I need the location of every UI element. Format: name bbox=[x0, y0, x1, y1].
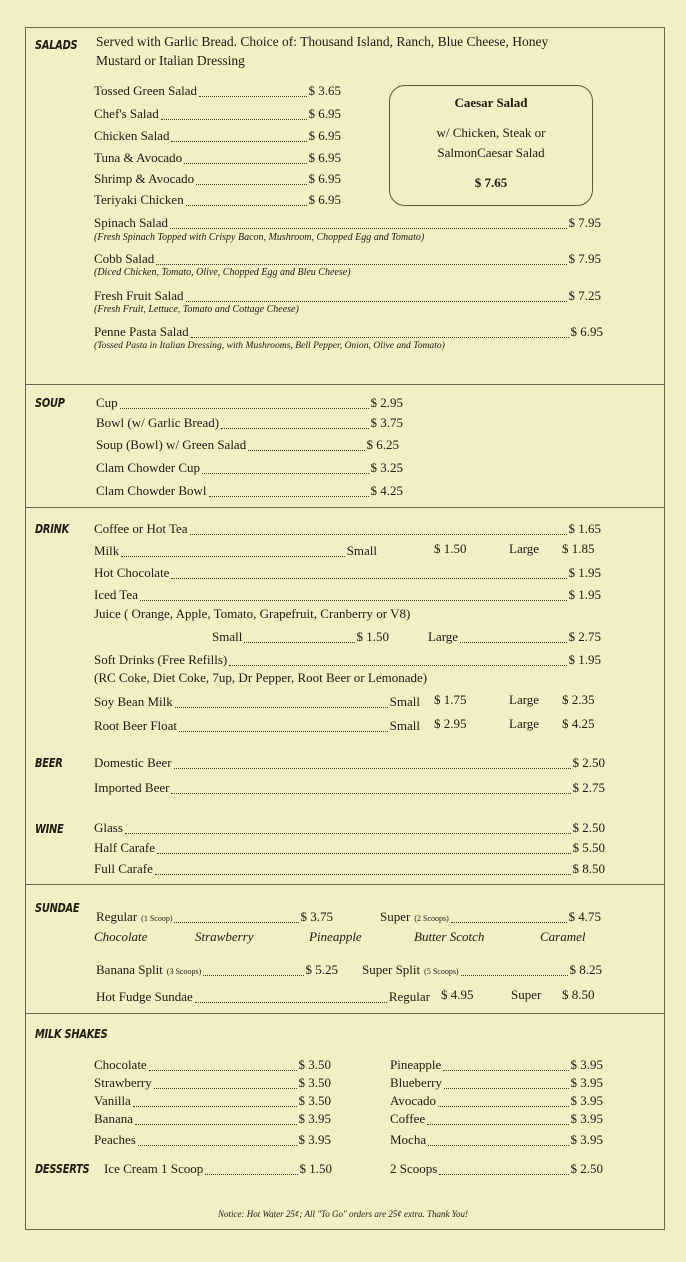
menu-item: Chocolate $ 3.50 bbox=[94, 1057, 331, 1072]
menu-item: Penne Pasta Salad $ 6.95 bbox=[94, 324, 603, 339]
menu-item: Regular (1 Scoop) $ 3.75 bbox=[96, 909, 333, 924]
large-label: Large bbox=[509, 541, 540, 556]
item-description: (Diced Chicken, Tomato, Olive, Chopped Egg and Bleu Cheese) bbox=[94, 267, 351, 278]
soup-heading: SOUP bbox=[35, 396, 65, 410]
menu-item: Large $ 2.75 bbox=[428, 629, 601, 644]
drink-heading: DRINK bbox=[35, 522, 70, 536]
flavor: Chocolate bbox=[94, 929, 148, 944]
caesar-salad-box bbox=[389, 85, 593, 206]
menu-item: Tossed Green Salad $ 3.65 bbox=[94, 83, 341, 98]
caesar-title: Caesar Salad bbox=[454, 95, 528, 110]
menu-item: Imported Beer $ 2.75 bbox=[94, 780, 605, 795]
menu-item: Super Split (5 Scoops) $ 8.25 bbox=[362, 962, 602, 977]
menu-item: Clam Chowder Bowl $ 4.25 bbox=[96, 483, 403, 498]
menu-item: Full Carafe $ 8.50 bbox=[94, 861, 605, 876]
small-price: $ 1.75 bbox=[434, 692, 467, 707]
menu-item: Vanilla $ 3.50 bbox=[94, 1093, 331, 1108]
caesar-price: $ 7.65 bbox=[474, 175, 508, 190]
notice-text: Notice: Hot Water 25¢; All "To Go" orders are 25¢ extra. Thank You! bbox=[218, 1209, 468, 1219]
menu-item: Coffee $ 3.95 bbox=[390, 1111, 603, 1126]
section-divider bbox=[25, 884, 665, 885]
large-price: $ 1.85 bbox=[562, 541, 595, 556]
large-label: Large bbox=[509, 716, 540, 731]
menu-item: Hot Fudge Sundae Regular bbox=[96, 989, 430, 1004]
menu-item: Fresh Fruit Salad $ 7.25 bbox=[94, 288, 601, 303]
item-description: (RC Coke, Diet Coke, 7up, Dr Pepper, Root Beer or Lemonade) bbox=[94, 670, 428, 685]
menu-item: Soft Drinks (Free Refills) $ 1.95 bbox=[94, 652, 601, 667]
item-description: (Fresh Fruit, Lettuce, Tomato and Cottage Cheese) bbox=[94, 304, 299, 315]
menu-item: Pineapple $ 3.95 bbox=[390, 1057, 603, 1072]
menu-item: Teriyaki Chicken $ 6.95 bbox=[94, 192, 341, 207]
menu-item: Ice Cream 1 Scoop $ 1.50 bbox=[104, 1161, 332, 1176]
menu-item: Chicken Salad $ 6.95 bbox=[94, 128, 341, 143]
menu-item: Juice ( Orange, Apple, Tomato, Grapefruit, Cranberry or V8) bbox=[94, 606, 411, 621]
menu-item: Cobb Salad $ 7.95 bbox=[94, 251, 601, 266]
caesar-line: SalmonCaesar Salad bbox=[437, 145, 545, 160]
menu-item: Chef's Salad $ 6.95 bbox=[94, 106, 341, 121]
section-divider bbox=[25, 1013, 665, 1014]
flavor: Butter Scotch bbox=[414, 929, 485, 944]
section-divider bbox=[25, 507, 665, 508]
menu-item: Bowl (w/ Garlic Bread) $ 3.75 bbox=[96, 415, 403, 430]
section-divider bbox=[25, 384, 665, 385]
salads-intro: Served with Garlic Bread. Choice of: Thousand Island, Ranch, Blue Cheese, Honey Mustard or Italian Dressing bbox=[96, 34, 549, 68]
caesar-line: w/ Chicken, Steak or bbox=[436, 125, 546, 140]
regular-price: $ 4.95 bbox=[441, 987, 474, 1002]
menu-item: Half Carafe $ 5.50 bbox=[94, 840, 605, 855]
large-price: $ 4.25 bbox=[562, 716, 595, 731]
wine-heading: WINE bbox=[35, 822, 64, 836]
flavor: Strawberry bbox=[195, 929, 254, 944]
small-price: $ 1.50 bbox=[434, 541, 467, 556]
small-price: $ 2.95 bbox=[434, 716, 467, 731]
menu-item: Banana Split (3 Scoops) $ 5.25 bbox=[96, 962, 338, 977]
menu-item: Domestic Beer $ 2.50 bbox=[94, 755, 605, 770]
desserts-heading: DESSERTS bbox=[35, 1162, 90, 1176]
menu-item: Strawberry $ 3.50 bbox=[94, 1075, 331, 1090]
menu-item: Tuna & Avocado $ 6.95 bbox=[94, 150, 341, 165]
menu-item: Cup $ 2.95 bbox=[96, 395, 403, 410]
menu-item: Hot Chocolate $ 1.95 bbox=[94, 565, 601, 580]
large-label: Large bbox=[509, 692, 540, 707]
large-price: $ 2.35 bbox=[562, 692, 595, 707]
menu-item: Small $ 1.50 bbox=[212, 629, 389, 644]
menu-item: Clam Chowder Cup $ 3.25 bbox=[96, 460, 403, 475]
menu-item: 2 Scoops $ 2.50 bbox=[390, 1161, 603, 1176]
menu-item: Peaches $ 3.95 bbox=[94, 1132, 331, 1147]
salads-heading: SALADS bbox=[35, 38, 78, 52]
menu-item: Blueberry $ 3.95 bbox=[390, 1075, 603, 1090]
menu-item: Banana $ 3.95 bbox=[94, 1111, 331, 1126]
menu-item: Coffee or Hot Tea $ 1.65 bbox=[94, 521, 601, 536]
menu-item: Iced Tea $ 1.95 bbox=[94, 587, 601, 602]
menu-item: Soy Bean Milk Small bbox=[94, 694, 420, 709]
super-label: Super bbox=[511, 987, 542, 1002]
menu-item: Root Beer Float Small bbox=[94, 718, 420, 733]
menu-item: Soup (Bowl) w/ Green Salad $ 6.25 bbox=[96, 437, 399, 452]
menu-item: Avocado $ 3.95 bbox=[390, 1093, 603, 1108]
sundae-heading: SUNDAE bbox=[35, 901, 80, 915]
flavor: Pineapple bbox=[309, 929, 362, 944]
menu-item: Mocha $ 3.95 bbox=[390, 1132, 603, 1147]
beer-heading: BEER bbox=[35, 756, 63, 770]
super-price: $ 8.50 bbox=[562, 987, 595, 1002]
menu-item: Glass $ 2.50 bbox=[94, 820, 605, 835]
menu-item: Super (2 Scoops) $ 4.75 bbox=[380, 909, 601, 924]
flavor: Caramel bbox=[540, 929, 586, 944]
item-description: (Fresh Spinach Topped with Crispy Bacon, Mushroom, Chopped Egg and Tomato) bbox=[94, 232, 425, 243]
milkshakes-heading: MILK SHAKES bbox=[35, 1027, 108, 1041]
item-description: (Tossed Pasta in Italian Dressing, with Mushrooms, Bell Pepper, Onion, Olive and Tomato) bbox=[94, 340, 445, 351]
menu-item: Spinach Salad $ 7.95 bbox=[94, 215, 601, 230]
menu-item: Shrimp & Avocado $ 6.95 bbox=[94, 171, 341, 186]
menu-item: Milk Small bbox=[94, 543, 377, 558]
